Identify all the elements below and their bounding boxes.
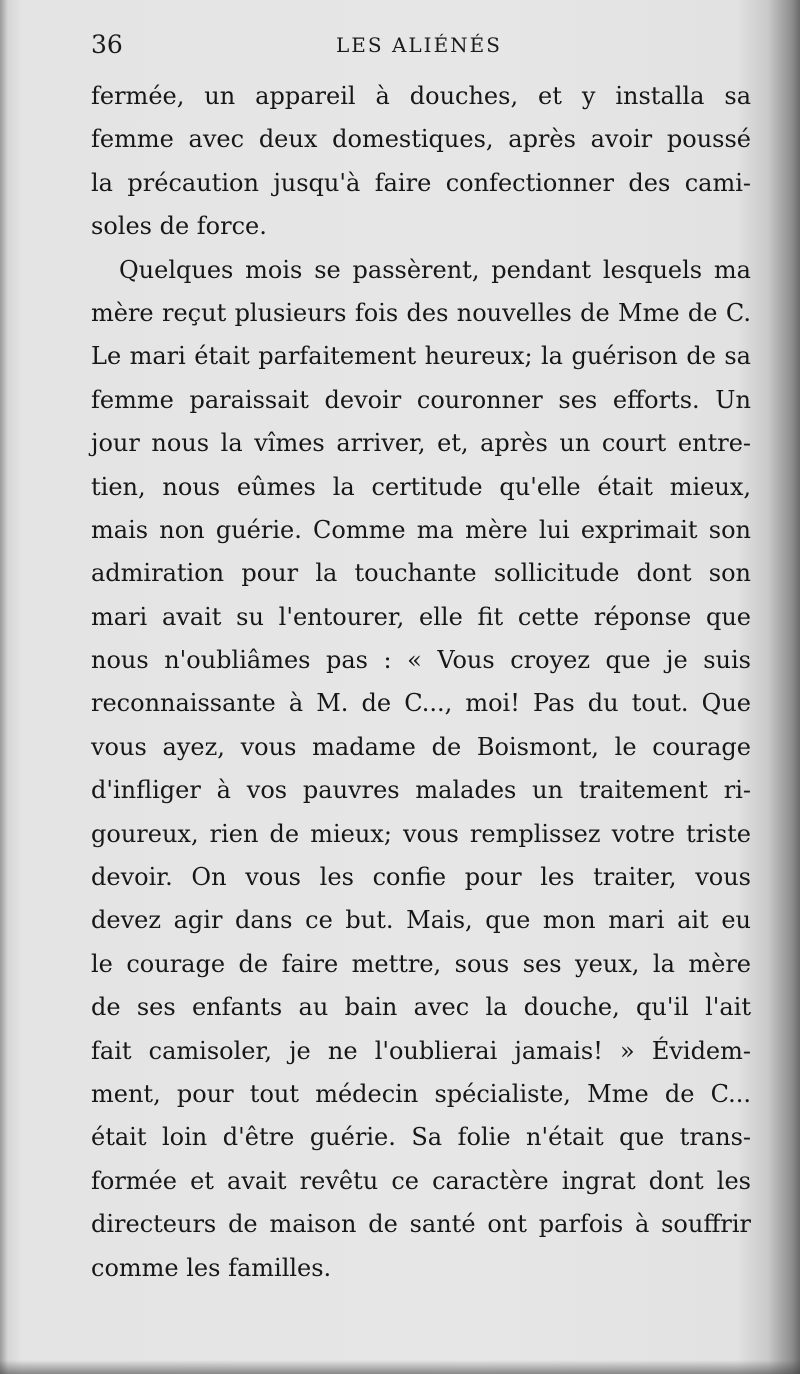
text-line: admiration pour la touchante sollicitude dont son	[91, 559, 751, 588]
text-line: jour nous la vîmes arriver, et, après un court entre-	[91, 429, 751, 458]
text-line: de ses enfants au bain avec la douche, qu'il l'ait	[91, 993, 751, 1022]
text-line: vous ayez, vous madame de Boismont, le courage	[91, 732, 751, 761]
paragraph-first-line: Quelques mois se passèrent, pendant lesquels ma	[119, 255, 751, 284]
text-line: femme paraissait devoir couronner ses efforts. Un	[91, 385, 751, 414]
text-line: ment, pour tout médecin spécialiste, Mme de C...	[91, 1079, 751, 1108]
text-line: reconnaissante à M. de C..., moi! Pas du tout. Que	[91, 689, 751, 718]
running-head: LES ALIÉNÉS	[336, 33, 502, 57]
text-line: femme avec deux domestiques, après avoir poussé	[91, 125, 751, 154]
text-line: le courage de faire mettre, sous ses yeux, la mère	[91, 949, 751, 978]
text-line: était loin d'être guérie. Sa folie n'était que trans-	[91, 1123, 751, 1152]
text-line: goureux, rien de mieux; vous remplissez votre triste	[91, 819, 751, 848]
text-line: fermée, un appareil à douches, et y installa sa	[91, 82, 751, 110]
text-line: directeurs de maison de santé ont parfois à souffrir	[91, 1210, 751, 1239]
text-line: mère reçut plusieurs fois des nouvelles de Mme de C.	[91, 298, 751, 327]
text-line: d'infliger à vos pauvres malades un traitement ri-	[91, 776, 751, 805]
text-line: mais non guérie. Comme ma mère lui exprimait son	[91, 515, 751, 544]
text-line: formée et avait revêtu ce caractère ingrat dont les	[91, 1166, 751, 1195]
text-line: soles de force.	[91, 212, 267, 241]
text-line: comme les familles.	[91, 1253, 332, 1282]
text-line: tien, nous eûmes la certitude qu'elle était mieux,	[91, 472, 751, 501]
text-line: fait camisoler, je ne l'oublierai jamais! » Évidem-	[91, 1036, 751, 1065]
text-line: Le mari était parfaitement heureux; la guérison de sa	[91, 342, 751, 371]
text-line: la précaution jusqu'à faire confectionner des cami-	[91, 168, 751, 197]
page-header	[91, 28, 751, 64]
text-line: nous n'oubliâmes pas : « Vous croyez que je suis	[91, 646, 751, 675]
text-line: devoir. On vous les confie pour les traiter, vous	[91, 863, 751, 892]
text-line: devez agir dans ce but. Mais, que mon mari ait eu	[91, 906, 751, 935]
body-text	[91, 75, 751, 1290]
page-number: 36	[91, 30, 123, 59]
text-line: mari avait su l'entourer, elle fit cette réponse que	[91, 602, 751, 631]
